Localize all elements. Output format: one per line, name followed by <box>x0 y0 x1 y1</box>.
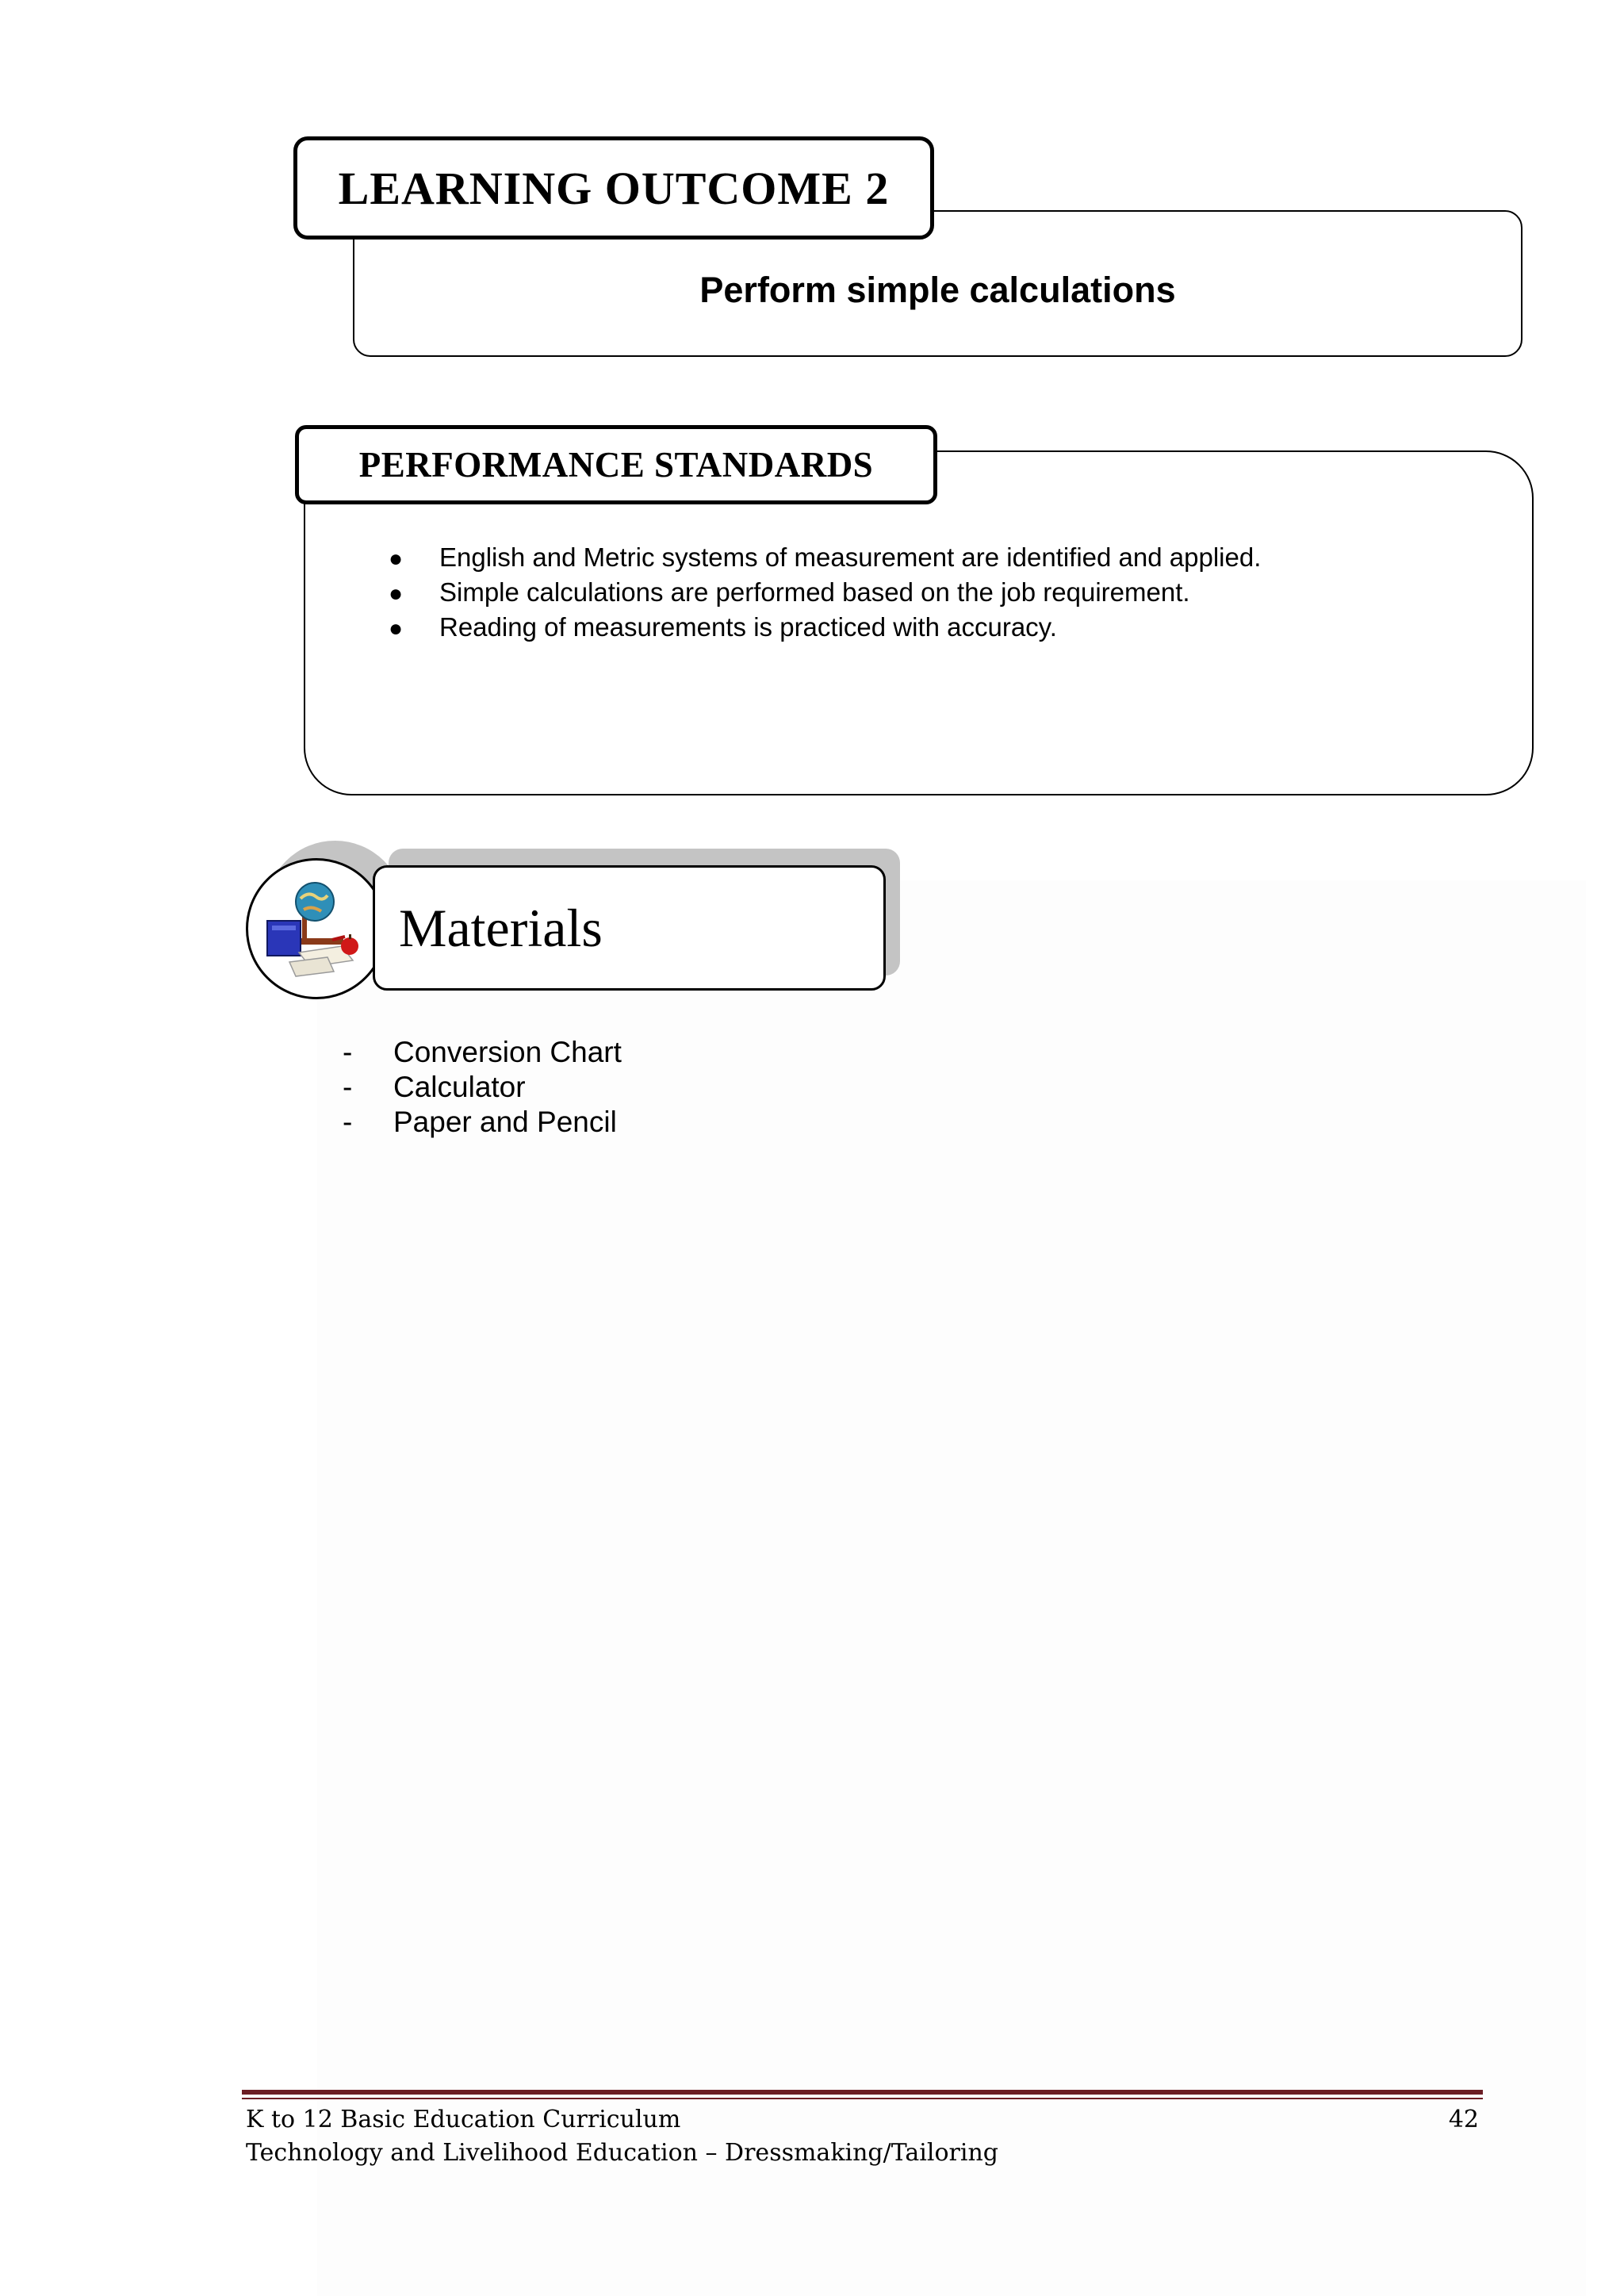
page-number: 42 <box>1448 2106 1479 2133</box>
globe-books-icon <box>248 861 385 997</box>
list-item <box>389 611 1261 646</box>
performance-standards-title: PERFORMANCE STANDARDS <box>358 445 874 485</box>
list-item-text: Calculator <box>393 1071 526 1103</box>
bullet-icon: ● <box>389 581 404 607</box>
bullet-icon: ● <box>389 546 404 572</box>
footer-subject-label: Technology and Livelihood Education – Dressmaking/Tailoring <box>246 2139 998 2167</box>
list-item <box>343 1105 622 1140</box>
materials-icon-frame <box>246 858 387 999</box>
list-item-text: English and Metric systems of measurement are identified and applied. <box>439 542 1262 572</box>
footer-divider <box>242 2090 1483 2095</box>
list-item-text: Simple calculations are performed based on the job requirement. <box>439 577 1190 607</box>
dash-icon: - <box>343 1036 353 1068</box>
learning-outcome-subtitle: Perform simple calculations <box>699 270 1176 310</box>
list-item-text: Reading of measurements is practiced with accuracy. <box>439 612 1057 642</box>
list-item <box>389 541 1261 576</box>
list-item <box>343 1070 622 1105</box>
learning-outcome-title: LEARNING OUTCOME 2 <box>338 162 890 214</box>
performance-standards-list <box>389 541 1261 646</box>
dash-icon: - <box>343 1071 353 1103</box>
performance-standards-tab <box>295 425 937 504</box>
materials-list <box>343 1035 622 1140</box>
list-item-text: Paper and Pencil <box>393 1106 617 1138</box>
list-item <box>343 1035 622 1070</box>
materials-header-box <box>373 865 886 991</box>
footer-curriculum-label: K to 12 Basic Education Curriculum <box>246 2106 681 2133</box>
materials-title: Materials <box>399 897 603 958</box>
list-item-text: Conversion Chart <box>393 1036 622 1068</box>
learning-outcome-tab <box>293 136 934 240</box>
dash-icon: - <box>343 1106 353 1138</box>
list-item <box>389 576 1261 611</box>
bullet-icon: ● <box>389 615 404 642</box>
footer-divider-thin <box>242 2098 1483 2099</box>
